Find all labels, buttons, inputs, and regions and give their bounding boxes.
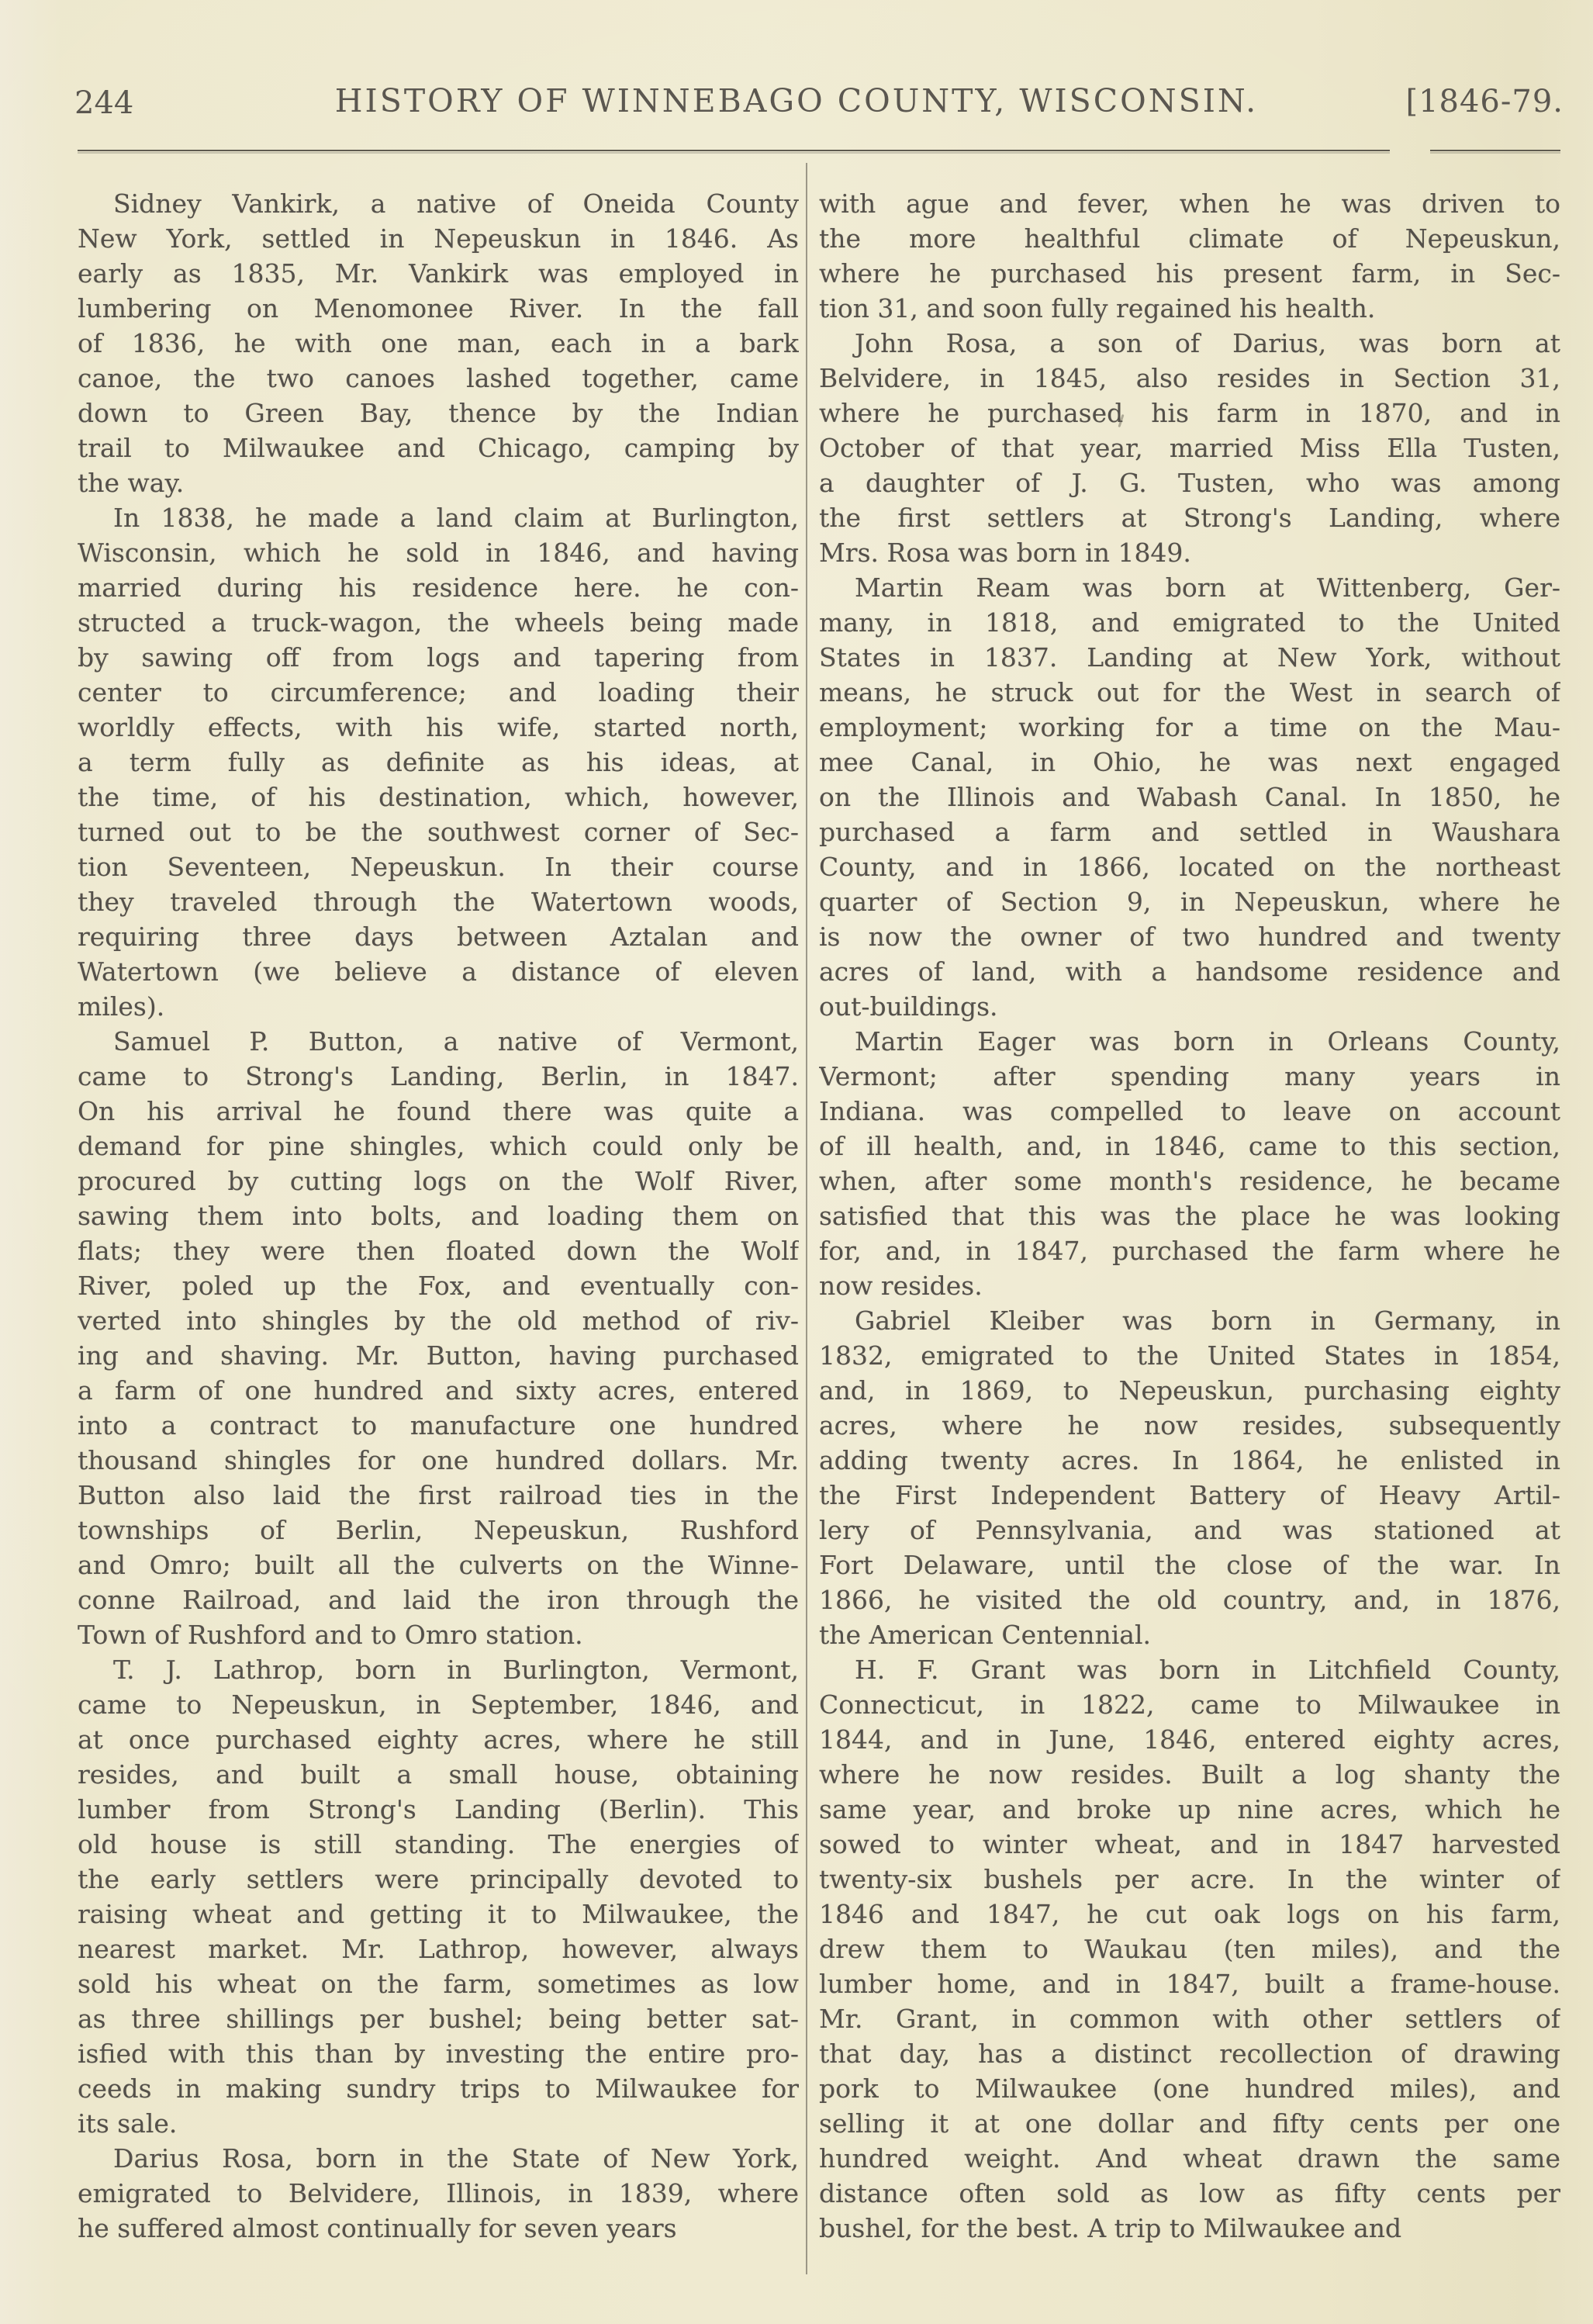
text-line: the more healthful climate of Nepeuskun, <box>819 223 1560 254</box>
text-line: bushel, for the best. A trip to Milwaukee and <box>819 2213 1402 2243</box>
text-line: demand for pine shingles, which could only be <box>78 1131 799 1161</box>
paragraph <box>819 186 1560 326</box>
text-line: employment; working for a time on the Mau- <box>819 712 1560 742</box>
text-line: trail to Milwaukee and Chicago, camping by <box>78 433 799 463</box>
text-line: Mrs. Rosa was born in 1849. <box>819 538 1191 568</box>
text-line: where he purchased his present farm, in Sec- <box>819 258 1560 289</box>
left-column <box>78 186 799 2246</box>
text-line: Town of Rushford and to Omro station. <box>78 1620 583 1650</box>
text-line: raising wheat and getting it to Milwaukee, the <box>78 1899 799 1929</box>
text-line: verted into shingles by the old method of riv- <box>78 1306 799 1336</box>
text-line: structed a truck-wagon, the wheels being made <box>78 607 799 638</box>
right-column <box>819 186 1560 2246</box>
text-line: Vermont; after spending many years in <box>819 1061 1560 1091</box>
text-line: out-buildings. <box>819 991 998 1022</box>
text-line: the way. <box>78 468 185 498</box>
text-line: adding twenty acres. In 1864, he enlisted in <box>819 1445 1560 1475</box>
paragraph <box>78 186 799 500</box>
text-line: emigrated to Belvidere, Illinois, in 1839, where <box>78 2178 799 2208</box>
text-line: with ague and fever, when he was driven to <box>819 188 1560 219</box>
text-line: center to circumference; and loading their <box>78 677 799 707</box>
text-line: down to Green Bay, thence by the Indian <box>78 398 799 428</box>
text-line: purchased a farm and settled in Waushara <box>819 817 1560 847</box>
paragraph <box>819 1303 1560 1652</box>
paragraph <box>819 1652 1560 2246</box>
text-line: the time, of his destination, which, however, <box>78 782 799 812</box>
text-line: requiring three days between Aztalan and <box>78 922 799 952</box>
text-line: as three shillings per bushel; being better sat- <box>78 2004 799 2034</box>
text-line: sawing them into bolts, and loading them on <box>78 1201 799 1231</box>
paragraph <box>78 1024 799 1652</box>
text-line: twenty-six bushels per acre. In the winter of <box>819 1864 1560 1894</box>
header-date-range: [1846-79. <box>1405 84 1564 119</box>
text-line: into a contract to manufacture one hundred <box>78 1410 799 1440</box>
text-line: the American Centennial. <box>819 1620 1152 1650</box>
text-line: Belvidere, in 1845, also resides in Section 31, <box>819 363 1560 393</box>
text-line: by sawing off from logs and tapering from <box>78 642 799 673</box>
text-line: sowed to winter wheat, and in 1847 harvested <box>819 1829 1560 1859</box>
text-line: Martin Ream was born at Wittenberg, Ger- <box>855 572 1560 603</box>
header-rule-right-segment <box>1430 150 1560 151</box>
text-line: River, poled up the Fox, and eventually con- <box>78 1271 799 1301</box>
text-line: worldly effects, with his wife, started north, <box>78 712 799 742</box>
text-line: a daughter of J. G. Tusten, who was among <box>819 468 1560 498</box>
text-line: thousand shingles for one hundred dollars. Mr. <box>78 1445 799 1475</box>
text-line: lumbering on Menomonee River. In the fall <box>78 293 799 323</box>
text-line: and, in 1869, to Nepeuskun, purchasing eighty <box>819 1375 1560 1406</box>
text-line: the first settlers at Strong's Landing, where <box>819 503 1560 533</box>
page-number: 244 <box>74 85 134 121</box>
text-line: drew them to Waukau (ten miles), and the <box>819 1934 1560 1964</box>
paragraph <box>819 326 1560 570</box>
text-line: when, after some month's residence, he became <box>819 1166 1560 1196</box>
text-line: quarter of Section 9, in Nepeuskun, where he <box>819 887 1560 917</box>
text-line: Watertown (we believe a distance of eleven <box>78 956 799 987</box>
text-line: the early settlers were principally devoted to <box>78 1864 799 1894</box>
text-line: he suffered almost continually for seven years <box>78 2213 677 2243</box>
text-line: ceeds in making sundry trips to Milwaukee for <box>78 2073 799 2104</box>
text-line: October of that year, married Miss Ella Tusten, <box>819 433 1560 463</box>
text-line: tion Seventeen, Nepeuskun. In their course <box>78 852 799 882</box>
text-line: resides, and built a small house, obtaining <box>78 1759 799 1790</box>
text-line: pork to Milwaukee (one hundred miles), and <box>819 2073 1560 2104</box>
text-line: County, and in 1866, located on the northeast <box>819 852 1560 882</box>
text-line: Button also laid the first railroad ties in the <box>78 1480 799 1510</box>
paragraph <box>819 1024 1560 1303</box>
text-line: Mr. Grant, in common with other settlers of <box>819 2004 1560 2034</box>
text-line: a farm of one hundred and sixty acres, entered <box>78 1375 799 1406</box>
text-line: where he purchased his farm in 1870, and in <box>819 398 1560 428</box>
text-line: means, he struck out for the West in search of <box>819 677 1560 707</box>
text-line: on the Illinois and Wabash Canal. In 1850, he <box>819 782 1560 812</box>
text-line: at once purchased eighty acres, where he still <box>78 1724 799 1755</box>
header-rule-left-segment <box>78 150 1390 151</box>
column-divider-rule <box>806 163 807 2274</box>
paragraph <box>78 500 799 1024</box>
text-line: turned out to be the southwest corner of Sec- <box>78 817 799 847</box>
text-line: 1844, and in June, 1846, entered eighty acres, <box>819 1724 1560 1755</box>
text-line: H. F. Grant was born in Litchfield County, <box>855 1655 1560 1685</box>
text-line: hundred weight. And wheat drawn the same <box>819 2143 1560 2174</box>
text-line: where he now resides. Built a log shanty the <box>819 1759 1560 1790</box>
text-line: Indiana. was compelled to leave on account <box>819 1096 1560 1126</box>
text-line: States in 1837. Landing at New York, without <box>819 642 1560 673</box>
text-line: nearest market. Mr. Lathrop, however, always <box>78 1934 799 1964</box>
text-line: sold his wheat on the farm, sometimes as low <box>78 1969 799 1999</box>
text-line: Samuel P. Button, a native of Vermont, <box>113 1026 799 1057</box>
text-line: miles). <box>78 991 165 1022</box>
text-line: old house is still standing. The energies of <box>78 1829 799 1859</box>
text-line: came to Strong's Landing, Berlin, in 1847. <box>78 1061 799 1091</box>
text-line: lery of Pennsylvania, and was stationed at <box>819 1515 1560 1545</box>
text-line: Sidney Vankirk, a native of Oneida County <box>113 188 799 219</box>
text-line: Connecticut, in 1822, came to Milwaukee in <box>819 1689 1560 1720</box>
text-line: same year, and broke up nine acres, which he <box>819 1794 1560 1824</box>
text-line: Wisconsin, which he sold in 1846, and having <box>78 538 799 568</box>
text-line: John Rosa, a son of Darius, was born at <box>855 328 1560 358</box>
text-line: Fort Delaware, until the close of the war. In <box>819 1550 1560 1580</box>
text-line: now resides. <box>819 1271 983 1301</box>
text-line: a term fully as definite as his ideas, at <box>78 747 799 777</box>
text-line: the First Independent Battery of Heavy Artil- <box>819 1480 1560 1510</box>
paragraph <box>819 570 1560 1024</box>
text-line: selling it at one dollar and fifty cents per one <box>819 2108 1560 2139</box>
text-line: married during his residence here. he con- <box>78 572 799 603</box>
text-line: came to Nepeuskun, in September, 1846, and <box>78 1689 799 1720</box>
text-line: T. J. Lathrop, born in Burlington, Vermont, <box>113 1655 799 1685</box>
text-line: early as 1835, Mr. Vankirk was employed in <box>78 258 799 289</box>
paragraph <box>78 1652 799 2141</box>
text-line: its sale. <box>78 2108 178 2139</box>
text-line: 1846 and 1847, he cut oak logs on his farm, <box>819 1899 1560 1929</box>
text-line: isfied with this than by investing the entire pro- <box>78 2039 799 2069</box>
text-line: 1832, emigrated to the United States in 1854, <box>819 1340 1560 1371</box>
text-line: many, in 1818, and emigrated to the United <box>819 607 1560 638</box>
text-line: is now the owner of two hundred and twenty <box>819 922 1560 952</box>
text-line: procured by cutting logs on the Wolf River, <box>78 1166 799 1196</box>
text-line: lumber from Strong's Landing (Berlin). This <box>78 1794 799 1824</box>
text-line: distance often sold as low as fifty cents per <box>819 2178 1560 2208</box>
text-line: Martin Eager was born in Orleans County, <box>855 1026 1560 1057</box>
text-line: Darius Rosa, born in the State of New York, <box>113 2143 799 2174</box>
text-line: In 1838, he made a land claim at Burlington, <box>113 503 799 533</box>
text-line: ing and shaving. Mr. Button, having purchased <box>78 1340 799 1371</box>
text-line: lumber home, and in 1847, built a frame-house. <box>819 1969 1560 1999</box>
text-line: acres of land, with a handsome residence and <box>819 956 1560 987</box>
text-line: On his arrival he found there was quite a <box>78 1096 799 1126</box>
paragraph <box>78 2141 799 2246</box>
text-line: of ill health, and, in 1846, came to this section, <box>819 1131 1560 1161</box>
text-line: New York, settled in Nepeuskun in 1846. As <box>78 223 799 254</box>
text-line: acres, where he now resides, subsequently <box>819 1410 1560 1440</box>
text-line: of 1836, he with one man, each in a bark <box>78 328 799 358</box>
text-line: they traveled through the Watertown woods, <box>78 887 799 917</box>
text-line: townships of Berlin, Nepeuskun, Rushford <box>78 1515 799 1545</box>
text-line: that day, has a distinct recollection of drawing <box>819 2039 1560 2069</box>
text-line: flats; they were then floated down the Wolf <box>78 1236 799 1266</box>
text-line: satisfied that this was the place he was looking <box>819 1201 1560 1231</box>
text-line: for, and, in 1847, purchased the farm where he <box>819 1236 1560 1266</box>
text-line: tion 31, and soon fully regained his health. <box>819 293 1376 323</box>
text-line: 1866, he visited the old country, and, in 1876, <box>819 1585 1560 1615</box>
text-line: Gabriel Kleiber was born in Germany, in <box>855 1306 1560 1336</box>
text-line: canoe, the two canoes lashed together, came <box>78 363 799 393</box>
text-line: conne Railroad, and laid the iron through the <box>78 1585 799 1615</box>
text-line: mee Canal, in Ohio, he was next engaged <box>819 747 1560 777</box>
running-header-title: HISTORY OF WINNEBAGO COUNTY, WISCONSIN. <box>334 82 1259 119</box>
text-line: and Omro; built all the culverts on the Winne- <box>78 1550 799 1580</box>
